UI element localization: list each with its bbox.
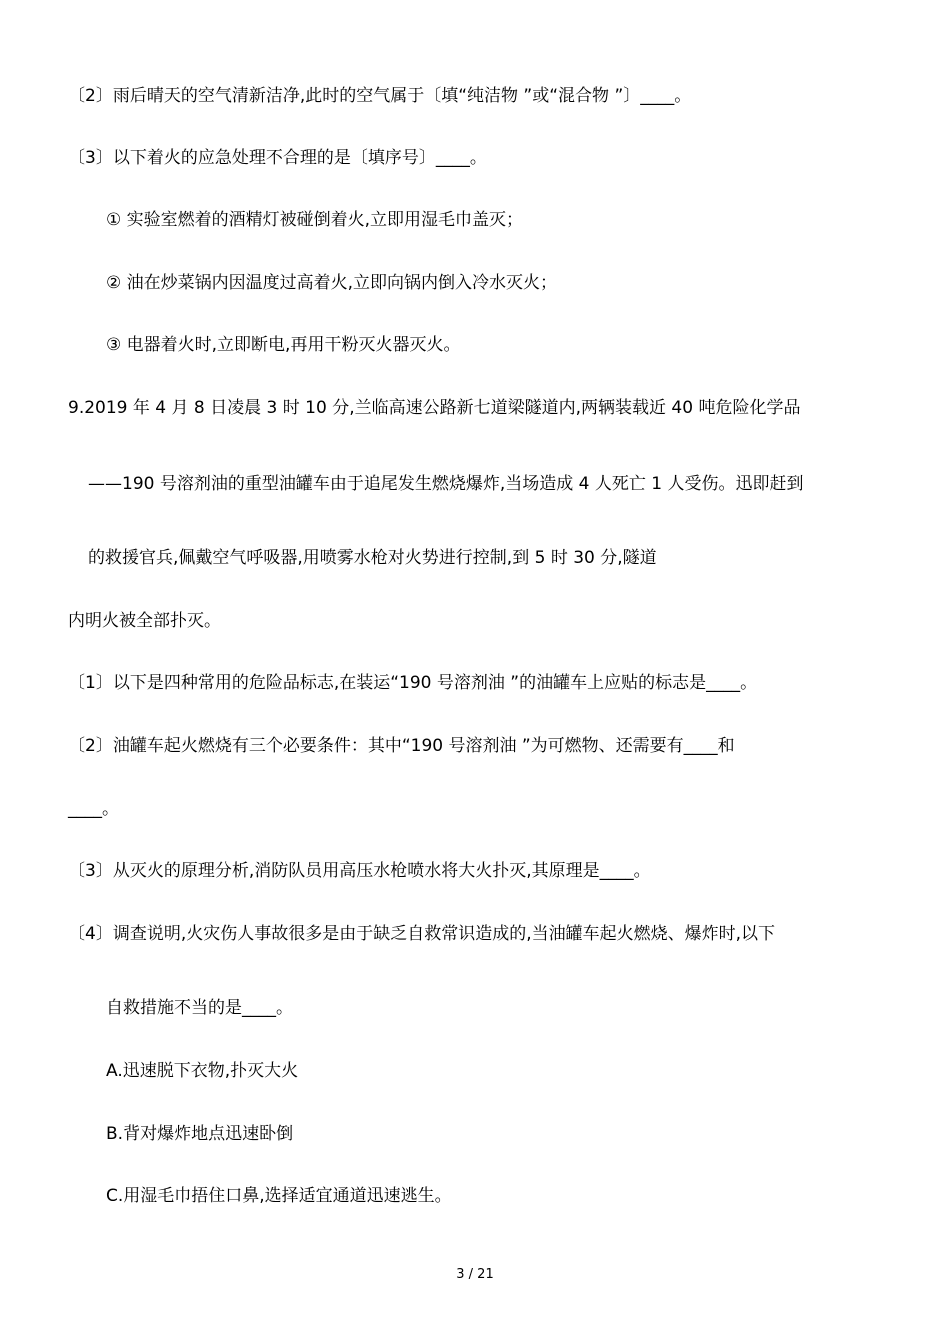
- page-number: 3 / 21: [456, 1267, 494, 1282]
- q9-intro-line-3: 的救援官兵,佩戴空气呼吸器,用喷雾水枪对火势进行控制,到 5 时 30 分,隧道: [88, 548, 657, 568]
- q9-choice-c: C.用湿毛巾捂住口鼻,选择适宜通道迅速逃生。: [106, 1186, 452, 1206]
- q9-choice-b: B.背对爆炸地点迅速卧倒: [106, 1124, 294, 1144]
- q9-intro-line-4: 内明火被全部扑灭。: [68, 611, 221, 631]
- q9-intro-line-1: 9.2019 年 4 月 8 日凌晨 3 时 10 分,兰临高速公路新七道梁隧道内,两辆装载近 40 吨危险化学品: [68, 398, 801, 418]
- q9-part3-text: 〔3〕从灭火的原理分析,消防队员用高压水枪喷水将大火扑灭,其原理是____。: [68, 861, 651, 881]
- q8-option-2: ② 油在炒菜锅内因温度过高着火,立即向锅内倒入冷水灭火；: [106, 273, 558, 293]
- q9-part2-blank: ____。: [68, 799, 119, 819]
- q8-option-1: ① 实验室燃着的酒精灯被碰倒着火,立即用湿毛巾盖灭；: [106, 210, 524, 230]
- q9-part4-text-cont: 自救措施不当的是____。: [106, 998, 293, 1018]
- q9-part1-text: 〔1〕以下是四种常用的危险品标志,在装运“190 号溶剂油 ”的油罐车上应贴的标志是____。: [68, 673, 758, 693]
- q8-part2-text: 〔2〕雨后晴天的空气清新洁净,此时的空气属于〔填“纯洁物 ”或“混合物 ”〕____。: [68, 86, 692, 106]
- q9-part4-text: 〔4〕调查说明,火灾伤人事故很多是由于缺乏自救常识造成的,当油罐车起火燃烧、爆炸时,以下: [68, 924, 776, 944]
- q8-option-3: ③ 电器着火时,立即断电,再用干粉灭火器灭火。: [106, 335, 461, 355]
- q9-part2-text: 〔2〕油罐车起火燃烧有三个必要条件：其中“190 号溶剂油 ”为可燃物、还需要有____和: [68, 736, 735, 756]
- q9-choice-a: A.迅速脱下衣物,扑灭大火: [106, 1061, 299, 1081]
- q9-intro-line-2: ——190 号溶剂油的重型油罐车由于追尾发生燃烧爆炸,当场造成 4 人死亡 1 人受伤。迅即赶到: [88, 474, 804, 494]
- q8-part3-text: 〔3〕以下着火的应急处理不合理的是〔填序号〕____。: [68, 148, 487, 168]
